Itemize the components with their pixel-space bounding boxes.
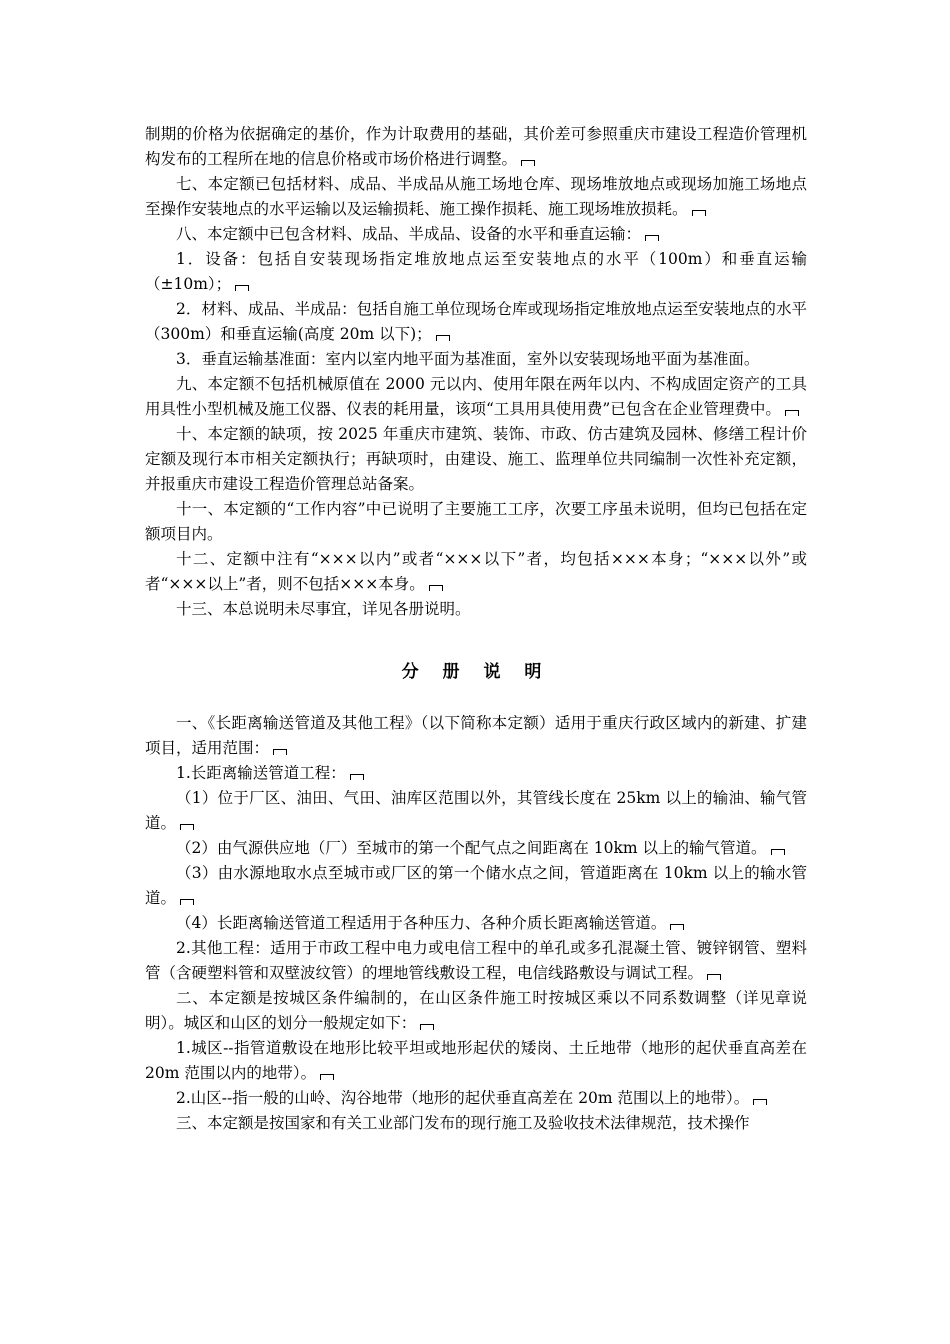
paragraph xyxy=(145,547,807,597)
paragraph xyxy=(145,711,807,761)
paragraph-mark-icon xyxy=(420,1024,434,1030)
paragraph-text: 十、本定额的缺项，按 2025 年重庆市建筑、装饰、市政、仿古建筑及园林、修缮工程计价定额及现行本市相关定额执行；再缺项时，由建设、施工、监理单位共同编制一次性补充定额，并报重庆市建设工程造价管理总站备案。 xyxy=(145,425,807,493)
paragraph xyxy=(145,222,807,247)
paragraph-mark-icon xyxy=(273,749,287,755)
paragraph-mark-icon xyxy=(771,849,785,855)
paragraph xyxy=(145,347,807,372)
paragraph xyxy=(145,1036,807,1086)
paragraph-mark-icon xyxy=(645,235,659,241)
paragraph-text: 二、本定额是按城区条件编制的，在山区条件施工时按城区乘以不同系数调整（详见章说明）。城区和山区的划分一般规定如下： xyxy=(145,989,807,1032)
paragraph-text: 制期的价格为依据确定的基价，作为计取费用的基础，其价差可参照重庆市建设工程造价管理机构发布的工程所在地的信息价格或市场价格进行调整。 xyxy=(145,125,807,168)
paragraph xyxy=(145,297,807,347)
paragraph xyxy=(145,172,807,222)
paragraph-mark-icon xyxy=(785,410,799,416)
paragraph-mark-icon xyxy=(670,924,684,930)
paragraph xyxy=(145,911,807,936)
general-notes-continued xyxy=(145,122,807,622)
paragraph-mark-icon xyxy=(180,824,194,830)
paragraph-text: 2．材料、成品、半成品：包括自施工单位现场仓库或现场指定堆放地点运至安装地点的水平（300m）和垂直运输(高度 20m 以下)； xyxy=(145,300,807,343)
paragraph xyxy=(145,1086,807,1111)
paragraph-text: 2.其他工程：适用于市政工程中电力或电信工程中的单孔或多孔混凝土管、镀锌钢管、塑料管（含硬塑料管和双壁波纹管）的埋地管线敷设工程，电信线路敷设与调试工程。 xyxy=(145,939,807,982)
paragraph-text: （4）长距离输送管道工程适用于各种压力、各种介质长距离输送管道。 xyxy=(176,914,667,932)
paragraph xyxy=(145,247,807,297)
paragraph-mark-icon xyxy=(707,974,721,980)
paragraph-mark-icon xyxy=(350,774,364,780)
paragraph-text: 十一、本定额的“工作内容”中已说明了主要施工工序，次要工序虽未说明，但均已包括在定额项目内。 xyxy=(145,500,807,543)
paragraph-text: 八、本定额中已包含材料、成品、半成品、设备的水平和垂直运输： xyxy=(176,225,642,243)
section-title: 分 册 说 明 xyxy=(401,662,551,682)
paragraph-text: 十三、本总说明未尽事宜，详见各册说明。 xyxy=(176,600,471,618)
paragraph-text: 一、《长距离输送管道及其他工程》（以下简称本定额）适用于重庆行政区域内的新建、扩建项目，适用范围： xyxy=(145,714,807,757)
paragraph-text: （2）由气源供应地（厂）至城市的第一个配气点之间距离在 10km 以上的输气管道。 xyxy=(176,839,767,857)
paragraph-text: 三、本定额是按国家和有关工业部门发布的现行施工及验收技术法律规范，技术操作 xyxy=(176,1114,750,1132)
paragraph xyxy=(145,836,807,861)
paragraph xyxy=(145,986,807,1036)
paragraph xyxy=(145,497,807,547)
paragraph-mark-icon xyxy=(521,160,535,166)
paragraph-text: 1.长距离输送管道工程： xyxy=(176,764,346,782)
paragraph-mark-icon xyxy=(180,899,194,905)
paragraph xyxy=(145,372,807,422)
paragraph xyxy=(145,1111,807,1136)
paragraph-mark-icon xyxy=(692,210,706,216)
volume-notes xyxy=(145,711,807,1136)
paragraph xyxy=(145,761,807,786)
paragraph-text: 七、本定额已包括材料、成品、半成品从施工场地仓库、现场堆放地点或现场加施工场地点至操作安装地点的水平运输以及运输损耗、施工操作损耗、施工现场堆放损耗。 xyxy=(145,175,807,218)
paragraph xyxy=(145,861,807,911)
paragraph-mark-icon xyxy=(235,285,249,291)
paragraph xyxy=(145,936,807,986)
paragraph-text: （1）位于厂区、油田、气田、油库区范围以外，其管线长度在 25km 以上的输油、输气管道。 xyxy=(145,789,807,832)
paragraph-text: 1.城区--指管道敷设在地形比较平坦或地形起伏的矮岗、土丘地带（地形的起伏垂直高差在 20m 范围以内的地带）。 xyxy=(145,1039,807,1082)
paragraph xyxy=(145,122,807,172)
paragraph xyxy=(145,786,807,836)
paragraph-text: 3．垂直运输基准面：室内以室内地平面为基准面，室外以安装现场地平面为基准面。 xyxy=(176,350,760,368)
paragraph-mark-icon xyxy=(436,335,450,341)
paragraph-text: 2.山区--指一般的山岭、沟谷地带（地形的起伏垂直高差在 20m 范围以上的地带）。 xyxy=(176,1089,750,1107)
paragraph-mark-icon xyxy=(753,1099,767,1105)
paragraph-text: （3）由水源地取水点至城市或厂区的第一个储水点之间，管道距离在 10km 以上的输水管道。 xyxy=(145,864,807,907)
paragraph-mark-icon xyxy=(429,585,443,591)
paragraph-text: 1．设备：包括自安装现场指定堆放地点运至安装地点的水平（100m）和垂直运输（±10m）； xyxy=(145,250,807,293)
paragraph xyxy=(145,422,807,497)
paragraph xyxy=(145,597,807,622)
paragraph-text: 九、本定额不包括机械原值在 2000 元以内、使用年限在两年以内、不构成固定资产的工具用具性小型机械及施工仪器、仪表的耗用量，该项“工具用具使用费”已包含在企业管理费中。 xyxy=(145,375,807,418)
paragraph-mark-icon xyxy=(320,1074,334,1080)
paragraph-text: 十二、定额中注有“×××以内”或者“×××以下”者，均包括×××本身；“×××以外”或者“×××以上”者，则不包括×××本身。 xyxy=(145,550,807,593)
document-body xyxy=(145,122,807,1136)
